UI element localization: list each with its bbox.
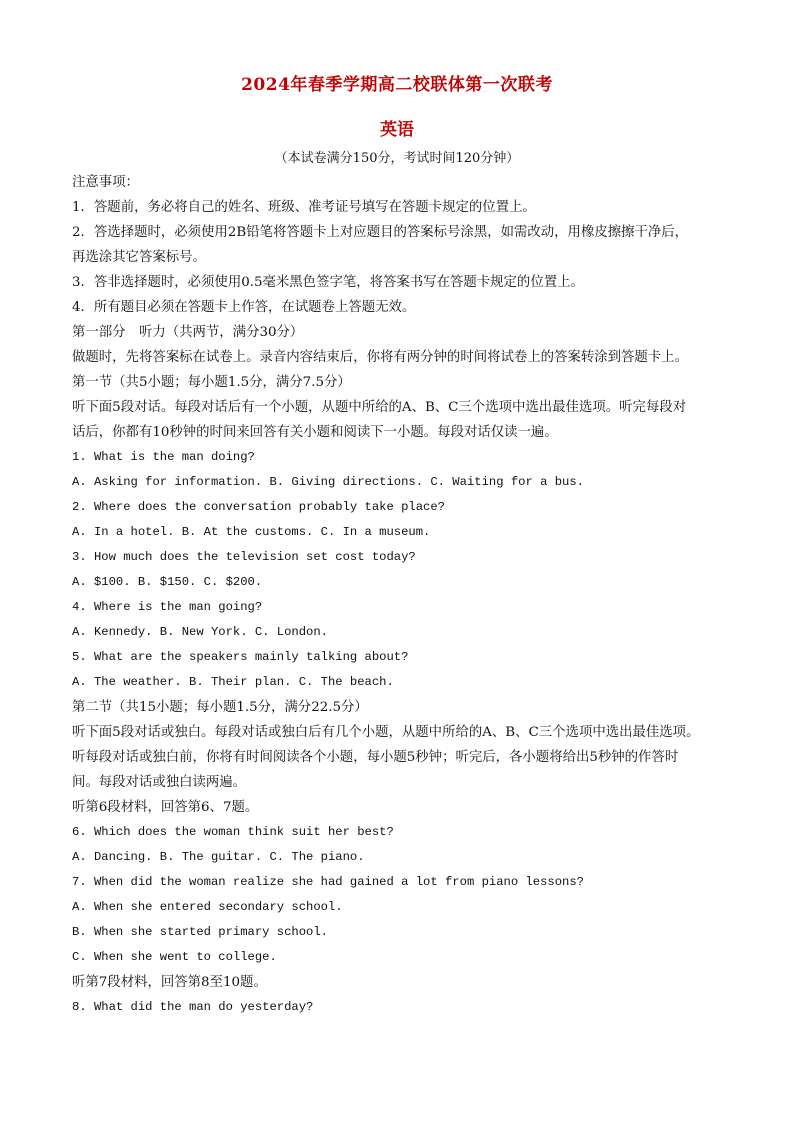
question-line: A. In a hotel. B. At the customs. C. In a museum. xyxy=(72,525,431,539)
question-line: A. Asking for information. B. Giving directions. C. Waiting for a bus. xyxy=(72,475,584,489)
instruction-line: 注意事项： xyxy=(72,175,139,190)
instruction-line: 2．答选择题时，必须使用2B铅笔将答题卡上对应题目的答案标号涂黑，如需改动，用橡皮擦擦干净后， xyxy=(72,225,689,240)
instruction-line: 间。每段对话或独白读两遍。 xyxy=(72,775,247,790)
question-line: A. Kennedy. B. New York. C. London. xyxy=(72,625,328,639)
instruction-line: 第一节（共5小题；每小题1.5分，满分7.5分） xyxy=(72,375,351,390)
instruction-line: 第一部分 听力（共两节，满分30分） xyxy=(72,325,304,340)
exam-note: （本试卷满分150分，考试时间120分钟） xyxy=(274,151,520,166)
question-line: 6. Which does the woman think suit her best? xyxy=(72,825,394,839)
question-line: A. The weather. B. Their plan. C. The beach. xyxy=(72,675,394,689)
question-line: A. Dancing. B. The guitar. C. The piano. xyxy=(72,850,365,864)
instruction-line: 4．所有题目必须在答题卡上作答，在试题卷上答题无效。 xyxy=(72,300,416,315)
subject-heading: 英语 xyxy=(380,120,414,140)
instruction-line: 听第7段材料，回答第8至10题。 xyxy=(72,975,267,990)
question-line: 5. What are the speakers mainly talking about? xyxy=(72,650,409,664)
question-line: C. When she went to college. xyxy=(72,950,277,964)
question-line: A. When she entered secondary school. xyxy=(72,900,343,914)
instruction-line: 再选涂其它答案标号。 xyxy=(72,250,206,265)
instruction-line: 听第6段材料，回答第6、7题。 xyxy=(72,800,259,815)
instruction-line: 话后，你都有10秒钟的时间来回答有关小题和阅读下一小题。每段对话仅读一遍。 xyxy=(72,425,558,440)
instruction-line: 第二节（共15小题；每小题1.5分，满分22.5分） xyxy=(72,700,368,715)
question-line: 7. When did the woman realize she had gained a lot from piano lessons? xyxy=(72,875,584,889)
instruction-line: 听下面5段对话。每段对话后有一个小题，从题中所给的A、B、C三个选项中选出最佳选项。听完每段对 xyxy=(72,400,687,415)
question-line: A. $100. B. $150. C. $200. xyxy=(72,575,263,589)
instruction-line: 做题时，先将答案标在试卷上。录音内容结束后，你将有两分钟的时间将试卷上的答案转涂到答题卡上。 xyxy=(72,350,688,365)
question-line: 3. How much does the television set cost today? xyxy=(72,550,416,564)
exam-title: 2024年春季学期高二校联体第一次联考 xyxy=(241,75,553,95)
question-line: 2. Where does the conversation probably take place? xyxy=(72,500,445,514)
exam-body xyxy=(72,170,732,1020)
question-line: 1. What is the man doing? xyxy=(72,450,255,464)
question-line: B. When she started primary school. xyxy=(72,925,328,939)
question-line: 4. Where is the man going? xyxy=(72,600,263,614)
instruction-line: 听每段对话或独白前，你将有时间阅读各个小题，每小题5秒钟；听完后，各小题将给出5秒钟的作答时 xyxy=(72,750,679,765)
instruction-line: 听下面5段对话或独白。每段对话或独白后有几个小题，从题中所给的A、B、C三个选项中选出最佳选项。 xyxy=(72,725,700,740)
instruction-line: 1．答题前，务必将自己的姓名、班级、准考证号填写在答题卡规定的位置上。 xyxy=(72,200,536,215)
instruction-line: 3．答非选择题时，必须使用0.5毫米黑色签字笔，将答案书写在答题卡规定的位置上。 xyxy=(72,275,584,290)
question-line: 8. What did the man do yesterday? xyxy=(72,1000,314,1014)
